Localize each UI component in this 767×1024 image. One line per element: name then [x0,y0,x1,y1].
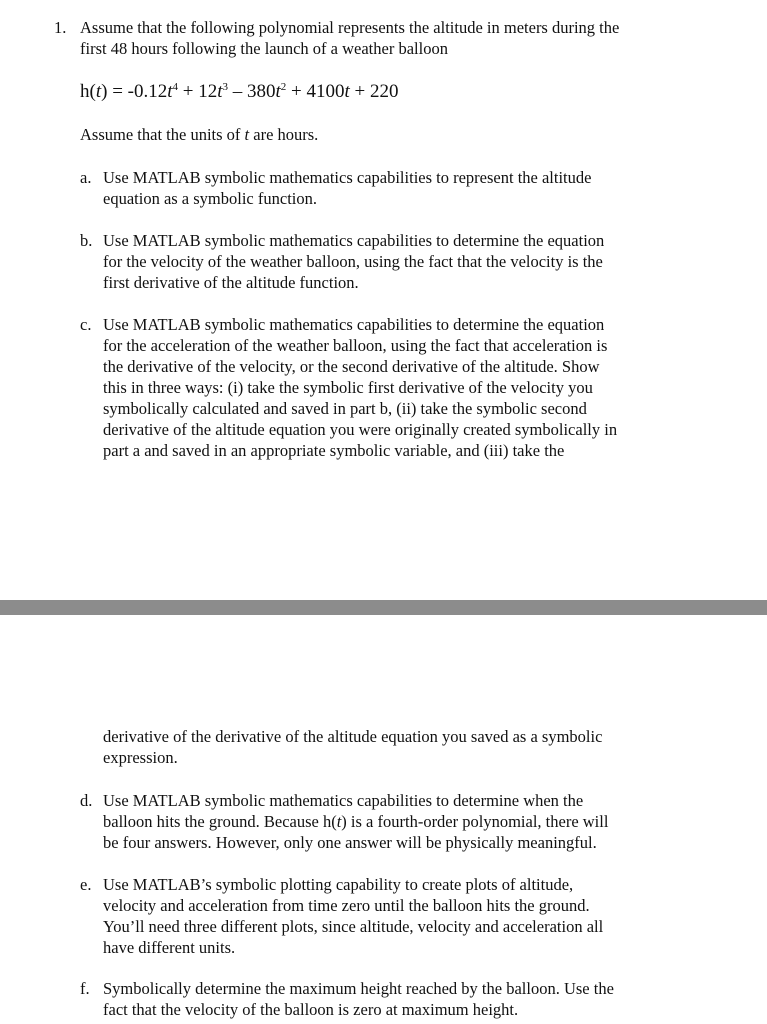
eq-term4-coef: 4100 [306,81,345,102]
part-f-line: Symbolically determine the maximum height reached by the balloon. Use the [103,979,614,998]
units-var: t [244,125,250,144]
eq-term4-op: + [286,81,307,102]
part-c-line: the derivative of the velocity, or the second derivative of the altitude. Show [103,357,600,376]
page-separator [0,600,767,615]
part-d-label: d. [80,791,93,810]
part-c-line: for the acceleration of the weather balloon, using the fact that acceleration is [103,336,608,355]
part-b-line: first derivative of the altitude function. [103,273,359,292]
intro-line: first 48 hours following the launch of a weather balloon [80,39,448,58]
problem-number: 1. [54,18,67,37]
part-e-line: You’ll need three different plots, since altitude, velocity and acceleration all [103,917,604,936]
part-c-text [103,314,617,461]
part-c-line: Use MATLAB symbolic mathematics capabilities to determine the equation [103,315,605,334]
part-c-line: this in three ways: (i) take the symbolic first derivative of the velocity you [103,378,593,397]
eq-term2-exp: 3 [222,80,229,93]
part-f-line: fact that the velocity of the balloon is zero at maximum height. [103,1000,519,1019]
part-b-line: Use MATLAB symbolic mathematics capabilities to determine the equation [103,231,605,250]
eq-term1-exp: 4 [172,80,179,93]
eq-term5-op: + [349,81,371,102]
units-before: Assume that the units of [80,125,245,144]
eq-lhs-var: t [95,81,102,102]
part-b-text [103,230,604,293]
part-d-line [103,811,608,832]
part-c-continued-line: expression. [103,748,178,767]
part-f-text [103,978,614,1020]
part-a-text [103,167,591,209]
part-d-line2-a: balloon hits the ground. Because h( [103,812,337,831]
part-c-line: symbolically calculated and saved in part b, (ii) take the symbolic second [103,399,587,418]
units-after: are hours. [249,125,319,144]
part-c-label: c. [80,315,92,334]
part-c-line: derivative of the altitude equation you were originally created symbolically in [103,420,618,439]
part-f-label: f. [80,979,90,998]
eq-term3-var: t [275,81,281,102]
part-a-line: Use MATLAB symbolic mathematics capabilities to represent the altitude [103,168,592,187]
document-page-bottom [0,615,767,1024]
altitude-equation [80,80,399,104]
part-d-text [103,790,608,853]
problem-intro [80,17,619,59]
eq-lhs-close: ) [101,81,108,102]
part-b-label: b. [80,231,93,250]
eq-lhs-name: h( [80,81,96,102]
eq-term2-var: t [217,81,223,102]
part-a-label: a. [80,168,92,187]
part-e-text [103,874,603,958]
units-statement [80,124,318,145]
eq-term5-const: 220 [370,81,399,102]
part-d-line2-var: t [336,812,342,831]
part-e-line: have different units. [103,938,236,957]
eq-term3-op: – [228,81,248,102]
part-e-line: velocity and acceleration from time zero until the balloon hits the ground. [103,896,590,915]
part-d-line2-b: ) is a fourth-order polynomial, there will [341,812,609,831]
eq-equals: = [107,81,128,102]
part-c-continued [103,726,602,768]
eq-term1-coef: -0.12 [127,81,168,102]
eq-term2-coef: 12 [198,81,218,102]
part-c-line: part a and saved in an appropriate symbolic variable, and (iii) take the [103,441,565,460]
part-d-line: be four answers. However, only one answer will be physically meaningful. [103,833,597,852]
part-d-line: Use MATLAB symbolic mathematics capabilities to determine when the [103,791,584,810]
part-e-label: e. [80,875,92,894]
intro-line: Assume that the following polynomial represents the altitude in meters during the [80,18,620,37]
eq-term3-exp: 2 [280,80,287,93]
part-c-continued-line: derivative of the derivative of the altitude equation you saved as a symbolic [103,727,603,746]
eq-term3-coef: 380 [247,81,276,102]
part-e-line: Use MATLAB’s symbolic plotting capability to create plots of altitude, [103,875,574,894]
eq-term1-var: t [167,81,173,102]
part-a-line: equation as a symbolic function. [103,189,317,208]
part-b-line: for the velocity of the weather balloon, using the fact that the velocity is the [103,252,603,271]
eq-term4-var: t [344,81,350,102]
eq-term2-op: + [178,81,199,102]
